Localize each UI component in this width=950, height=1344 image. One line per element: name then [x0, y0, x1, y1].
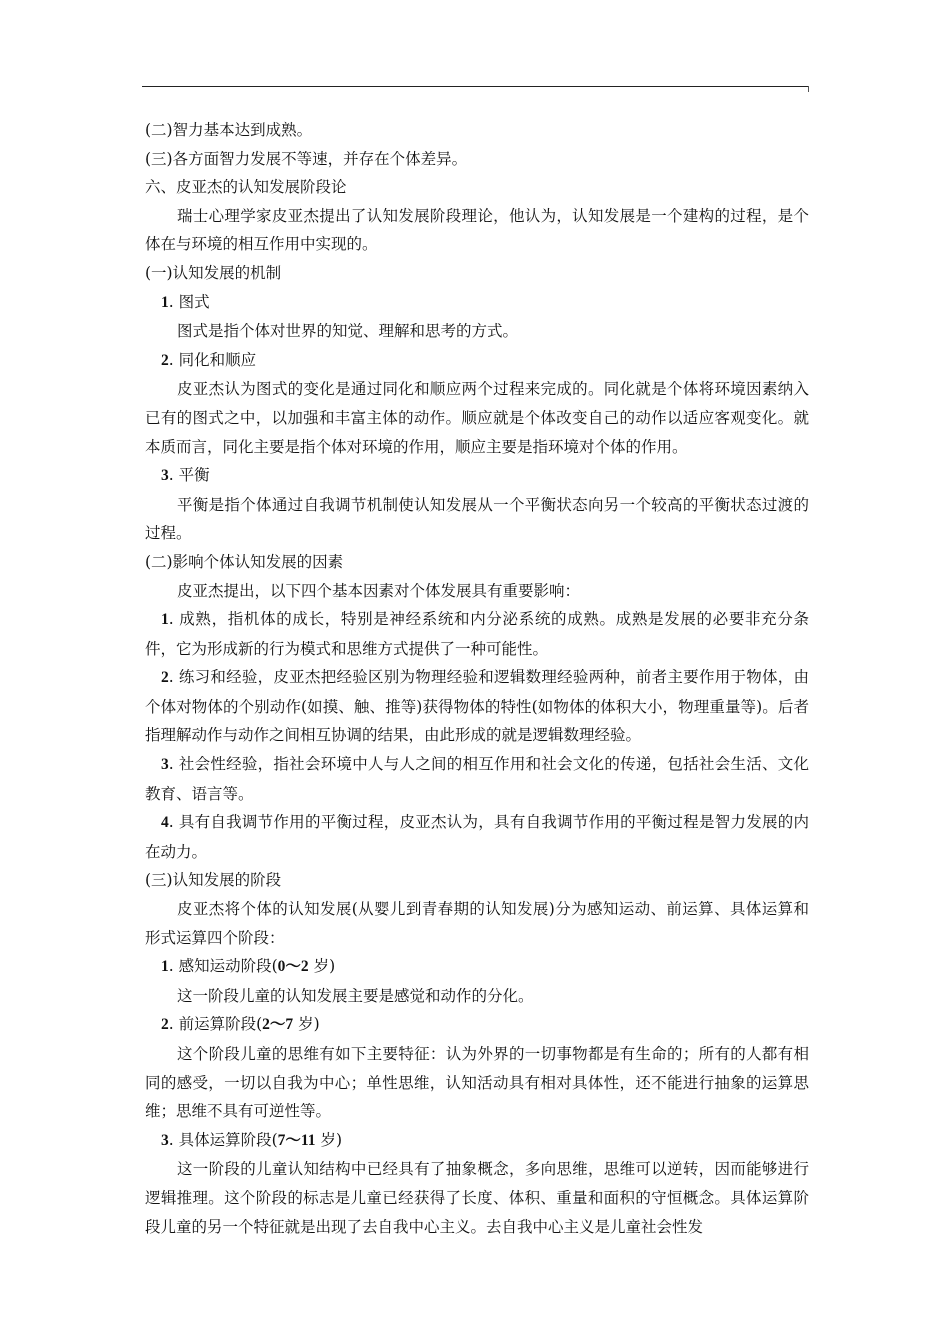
stage-concrete-title [145, 1126, 809, 1156]
paragraph-equilibrium: 平衡是指个体通过自我调节机制使认知发展从一个平衡状态向另一个较高的平衡状态过渡的过程。 [145, 495, 809, 543]
factor-maturation [145, 605, 809, 663]
stage-preoperational-title [145, 1010, 809, 1040]
paragraph-preoperational: 这个阶段儿童的思维有如下主要特征：认为外界的一切事物都是有生命的；所有的人都有相同的感受，一切以自我为中心；单性思维，认知活动具有相对具体性，还不能进行抽象的运算思维；思维不具有可逆性等。 [145, 1045, 809, 1121]
factor-equilibration [145, 808, 809, 866]
item-number: 1 [161, 611, 169, 629]
paragraph-concrete: 这一阶段的儿童认知结构中已经具有了抽象概念，多向思维，思维可以逆转，因而能够进行逻辑推理。这个阶段的标志是儿童已经获得了长度、体积、重量和面积的守恒概念。具体运算阶段儿童的另一个特征就是出现了去自我中心主义。去自我中心主义是儿童社会性发 [145, 1160, 809, 1236]
item-assimilation-title [145, 346, 809, 376]
line-intelligence-mature: (二)智力基本达到成熟。 [145, 121, 313, 139]
item-number: 1 [161, 958, 169, 976]
item-text: . 练习和经验，皮亚杰把经验区别为物理经验和逻辑数理经验两种，前者主要作用于物体，由个体对物体的个别动作(如摸、触、推等)获得物体的特性(如物体的体积大小，物理重量等)。后者指理解动作与动作之间相互协调的结果，由此形成的就是逻辑数理经验。 [145, 668, 809, 745]
item-text: . 成熟，指机体的成长，特别是神经系统和内分泌系统的成熟。成熟是发展的必要非充分条件，它为形成新的行为模式和思维方式提供了一种可能性。 [145, 610, 809, 658]
item-equilibrium-title [145, 461, 809, 491]
age-range: 7～11 [277, 1131, 316, 1149]
paragraph-intro: 瑞士心理学家皮亚杰提出了认知发展阶段理论，他认为，认知发展是一个建构的过程，是个体在与环境的相互作用中实现的。 [145, 206, 809, 254]
paragraph-factors-intro: 皮亚杰提出，以下四个基本因素对个体发展具有重要影响： [177, 581, 581, 600]
item-title: . 感知运动阶段( [168, 957, 278, 976]
paragraph-sensorimotor: 这一阶段儿童的认知发展主要是感觉和动作的分化。 [177, 986, 534, 1005]
item-title: . 前运算阶段( [168, 1015, 263, 1034]
item-number: 2 [161, 351, 169, 369]
item-text: . 社会性经验，指社会环境中人与人之间的相互作用和社会文化的传递，包括社会生活、文化教育、语言等。 [145, 755, 809, 803]
factor-social [145, 750, 809, 808]
factor-experience [145, 663, 809, 750]
stage-sensorimotor-title [145, 952, 809, 982]
item-number: 3 [161, 467, 169, 485]
line-intelligence-unequal: (三)各方面智力发展不等速，并存在个体差异。 [145, 149, 468, 168]
item-number: 3 [161, 1131, 169, 1149]
section-heading-piaget: 六、皮亚杰的认知发展阶段论 [145, 178, 347, 197]
age-range: 2～7 [262, 1016, 294, 1034]
paragraph-assimilation: 皮亚杰认为图式的变化是通过同化和顺应两个过程来完成的。同化就是个体将环境因素纳入已有的图式之中，以加强和丰富主体的动作。顺应就是个体改变自己的动作以适应客观变化。就本质而言，同化主要是指个体对环境的作用，顺应主要是指环境对个体的作用。 [145, 380, 809, 456]
item-schema-title [145, 288, 809, 318]
subheading-stages: (三)认知发展的阶段 [145, 871, 282, 890]
age-unit: 岁) [315, 1130, 343, 1149]
age-unit: 岁) [308, 957, 336, 976]
header-rule [142, 86, 809, 87]
age-range: 0～2 [277, 958, 309, 976]
age-unit: 岁) [293, 1015, 320, 1034]
item-number: 2 [161, 1016, 169, 1034]
item-title: . 具体运算阶段( [168, 1130, 278, 1149]
item-number: 3 [161, 756, 169, 774]
paragraph-schema: 图式是指个体对世界的知觉、理解和思考的方式。 [177, 322, 519, 341]
header-rule-tick [808, 86, 809, 92]
item-title: . 图式 [168, 292, 210, 311]
item-text: . 具有自我调节作用的平衡过程，皮亚杰认为，具有自我调节作用的平衡过程是智力发展的内在动力。 [145, 813, 809, 861]
paragraph-stages-intro: 皮亚杰将个体的认知发展(从婴儿到青春期的认知发展)分为感知运动、前运算、具体运算和形式运算四个阶段： [145, 900, 809, 947]
item-number: 1 [161, 293, 169, 311]
item-title: . 平衡 [168, 466, 210, 485]
document-body [145, 116, 809, 1241]
subheading-factors: (二)影响个体认知发展的因素 [145, 552, 344, 571]
item-title: . 同化和顺应 [168, 350, 257, 369]
item-number: 2 [161, 669, 169, 687]
item-number: 4 [161, 814, 169, 832]
subheading-mechanism: (一)认知发展的机制 [145, 263, 282, 282]
